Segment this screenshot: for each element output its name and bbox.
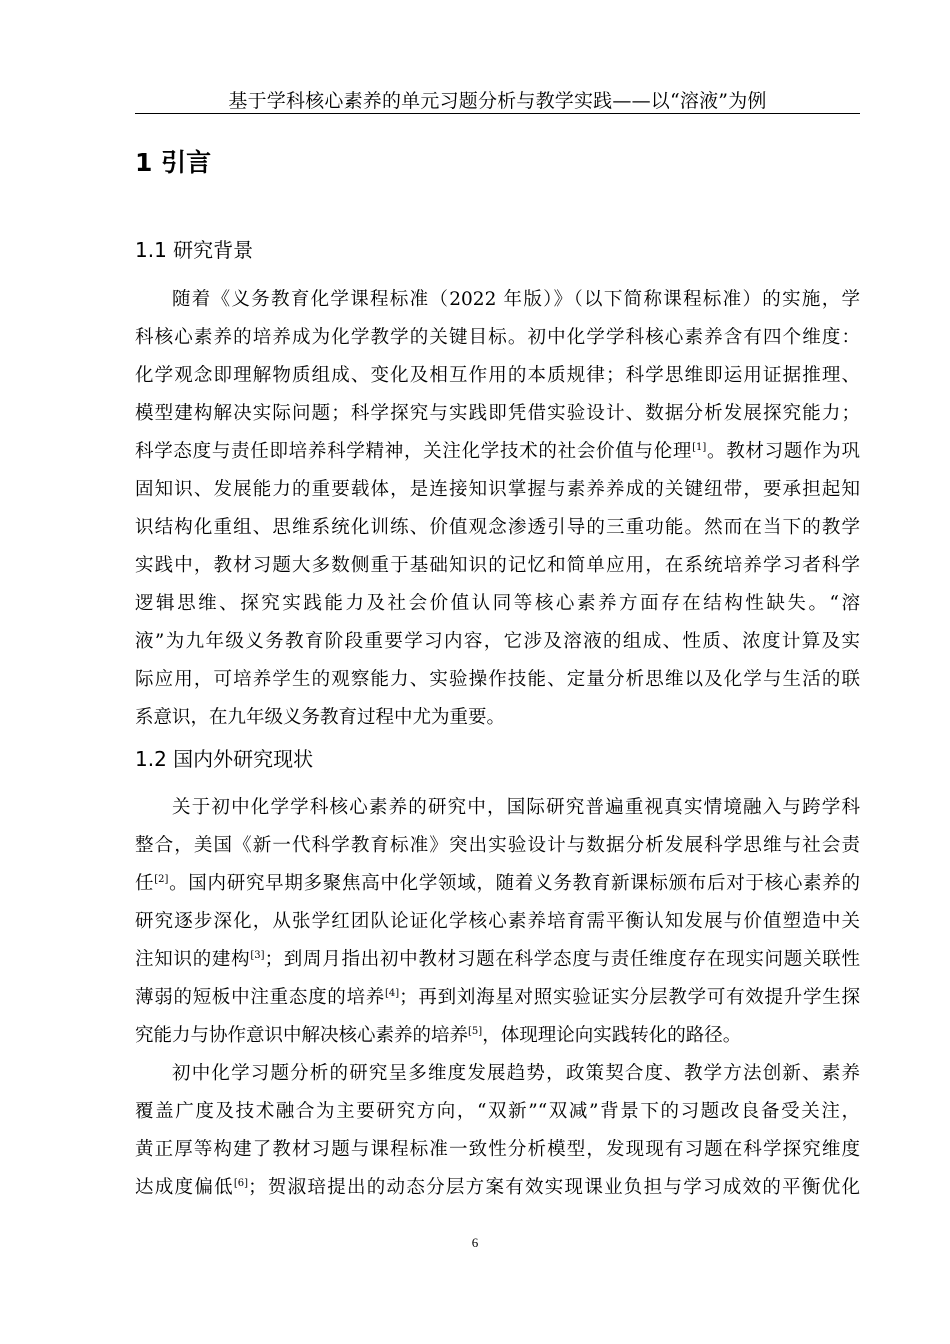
paragraph-research-status-1 <box>135 789 860 1055</box>
subsection-heading-background: 1.1 研究背景 <box>135 238 254 262</box>
text-line: 初中化学习题分析的研究呈多维度发展趋势，政策契合度、教学方法创新、素养 <box>172 1063 860 1084</box>
text-line <box>135 1017 860 1055</box>
running-header: 基于学科核心素养的单元习题分析与教学实践——以“溶液”为例 <box>228 90 767 112</box>
text-line <box>135 979 860 1017</box>
section-heading-introduction: 1 引言 <box>135 148 212 177</box>
page-number: 6 <box>471 1235 479 1250</box>
header-rule <box>135 113 860 114</box>
text-line <box>135 941 860 979</box>
text-line: 随着《义务教育化学课程标准（2022 年版）》（以下简称课程标准）的实施，学 <box>172 289 860 310</box>
text-line <box>135 433 860 471</box>
text-segment: 。教材习题作为巩 <box>706 441 860 462</box>
text-segment: ；贺淑琣提出的动态分层方案有效实现课业负担与学习成效的平衡优化 <box>248 1177 860 1198</box>
text-segment: ；到周月指出初中教材习题在科学态度与责任维度存在现实问题关联性 <box>264 949 860 970</box>
paragraph-research-status-2 <box>135 1055 860 1207</box>
subsection-heading-research-status: 1.2 国内外研究现状 <box>135 747 314 771</box>
text-line: 黄正厚等构建了教材习题与课程标准一致性分析模型，发现现有习题在科学探究维度 <box>135 1139 860 1160</box>
text-line: 模型建构解决实际问题；科学探究与实践即凭借实验设计、数据分析发展探究能力； <box>135 403 860 424</box>
text-line: 实践中，教材习题大多数侧重于基础知识的记忆和简单应用，在系统培养学习者科学 <box>135 555 860 576</box>
text-segment: 任 <box>135 873 155 894</box>
text-line <box>135 865 860 903</box>
citation-ref: [4] <box>385 988 400 999</box>
text-segment: ，体现理论向实践转化的路径。 <box>482 1025 742 1046</box>
text-line: 逻辑思维、探究实践能力及社会价值认同等核心素养方面存在结构性缺失。“溶 <box>135 593 860 614</box>
citation-ref: [3] <box>250 950 265 961</box>
text-segment: 。国内研究早期多聚焦高中化学领域，随着义务教育新课标颁布后对于核心素养的 <box>168 873 860 894</box>
citation-ref: [5] <box>468 1026 483 1037</box>
text-line <box>135 1169 860 1207</box>
text-line: 研究逐步深化，从张学红团队论证化学核心素养培育需平衡认知发展与价值塑造中关 <box>135 911 860 932</box>
text-line: 化学观念即理解物质组成、变化及相互作用的本质规律；科学思维即运用证据推理、 <box>135 365 860 386</box>
text-line: 关于初中化学学科核心素养的研究中，国际研究普遍重视真实情境融入与跨学科 <box>172 797 860 818</box>
text-line: 覆盖广度及技术融合为主要研究方向，“双新”“双减”背景下的习题改良备受关注， <box>135 1101 860 1122</box>
citation-ref: [1] <box>692 442 707 453</box>
text-line: 整合，美国《新一代科学教育标准》突出实验设计与数据分析发展科学思维与社会责 <box>135 835 860 856</box>
citation-ref: [2] <box>154 874 169 885</box>
text-line: 固知识、发展能力的重要载体，是连接知识掌握与素养养成的关键纽带，要承担起知 <box>135 479 860 500</box>
text-segment: 究能力与协作意识中解决核心素养的培养 <box>135 1025 469 1046</box>
text-line: 系意识，在九年级义务教育过程中尤为重要。 <box>135 707 506 728</box>
text-segment: ；再到刘海星对照实验证实分层教学可有效提升学生探 <box>399 987 860 1008</box>
paragraph-background <box>135 281 860 737</box>
text-segment: 达成度偏低 <box>135 1177 234 1198</box>
text-line: 科核心素养的培养成为化学教学的关键目标。初中化学学科核心素养含有四个维度： <box>135 327 860 348</box>
citation-ref: [6] <box>233 1178 249 1189</box>
text-line: 际应用，可培养学生的观察能力、实验操作技能、定量分析思维以及化学与生活的联 <box>135 669 860 690</box>
text-segment: 薄弱的短板中注重态度的培养 <box>135 987 385 1008</box>
text-line: 液”为九年级义务教育阶段重要学习内容，它涉及溶液的组成、性质、浓度计算及实 <box>135 631 860 652</box>
text-line: 识结构化重组、思维系统化训练、价值观念渗透引导的三重功能。然而在当下的教学 <box>135 517 860 538</box>
text-segment: 注知识的建构 <box>135 949 251 970</box>
text-segment: 科学态度与责任即培养科学精神，关注化学技术的社会价值与伦理 <box>135 441 693 462</box>
